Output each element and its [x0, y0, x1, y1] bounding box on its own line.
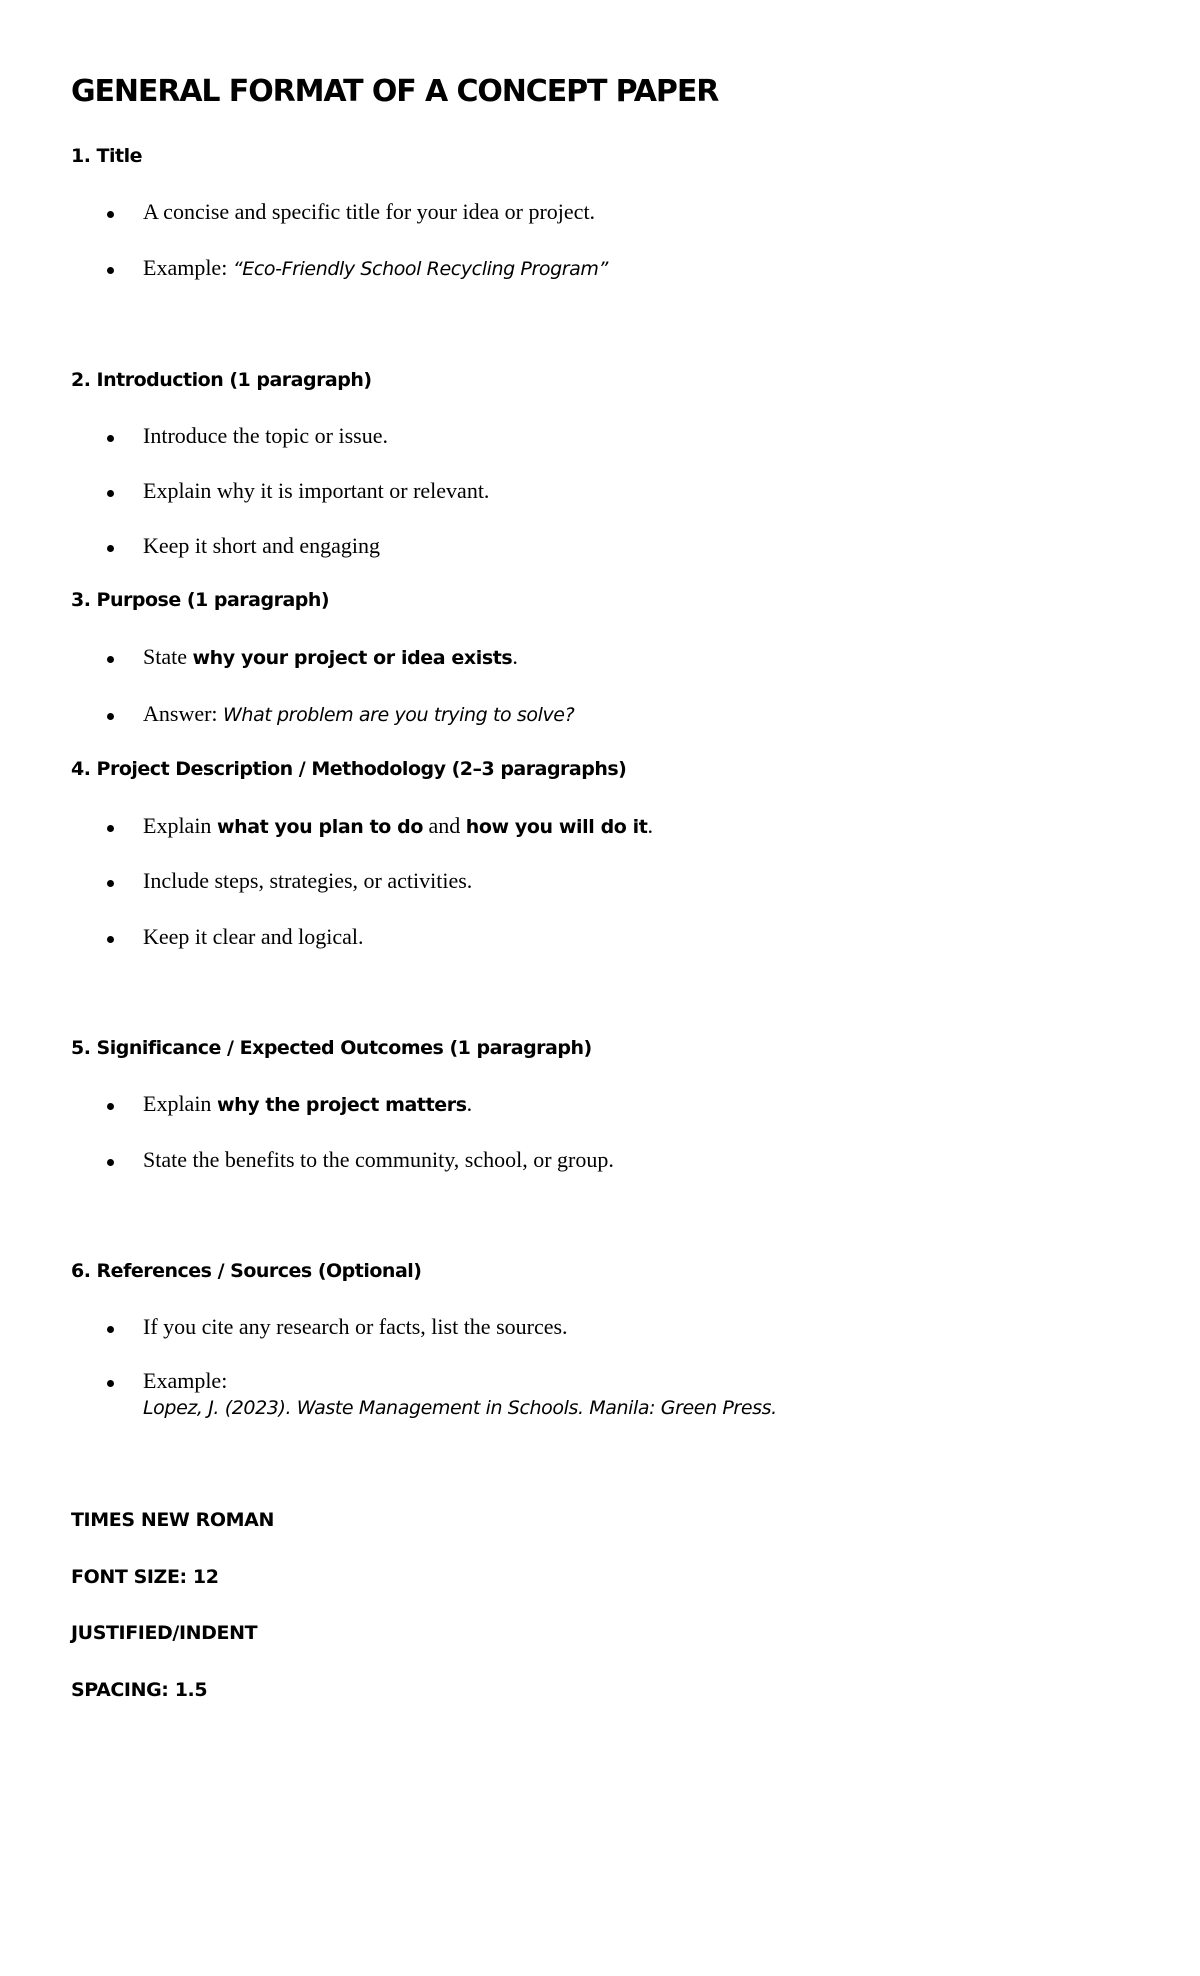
list-item: Keep it short and engaging [143, 533, 381, 558]
list-item: Example: “Eco-Friendly School Recycling Program” [143, 255, 608, 280]
section-heading-significance: 5. Significance / Expected Outcomes (1 paragraph) [71, 1037, 592, 1059]
list-item: Example: Lopez, J. (2023). Waste Management in Schools. Manila: Green Press. [143, 1368, 777, 1419]
list-item: State the benefits to the community, school, or group. [143, 1147, 614, 1172]
section-heading-title: 1. Title [71, 145, 143, 167]
example-title: “Eco-Friendly School Recycling Program” [232, 258, 608, 280]
spec-font: TIMES NEW ROMAN [71, 1509, 274, 1531]
list-item: State why your project or idea exists. [143, 644, 518, 669]
list-item: Answer: What problem are you trying to solve? [143, 701, 575, 726]
list-item: Explain what you plan to do and how you will do it. [143, 813, 653, 838]
list-item: A concise and specific title for your idea or project. [143, 199, 596, 224]
list-item: Introduce the topic or issue. [143, 423, 388, 448]
list-item: If you cite any research or facts, list the sources. [143, 1314, 568, 1339]
section-heading-references: 6. References / Sources (Optional) [71, 1260, 422, 1282]
spec-font-size: FONT SIZE: 12 [71, 1566, 219, 1588]
list-item: Keep it clear and logical. [143, 924, 364, 949]
reference-example: Lopez, J. (2023). Waste Management in Schools. Manila: Green Press. [143, 1397, 777, 1419]
section-heading-purpose: 3. Purpose (1 paragraph) [71, 589, 330, 611]
section-heading-description: 4. Project Description / Methodology (2–3 paragraphs) [71, 758, 627, 780]
spec-alignment: JUSTIFIED/INDENT [71, 1622, 258, 1644]
spec-spacing: SPACING: 1.5 [71, 1679, 208, 1701]
list-item: Include steps, strategies, or activities. [143, 868, 473, 893]
list-item: Explain why it is important or relevant. [143, 478, 490, 503]
list-item: Explain why the project matters. [143, 1091, 473, 1116]
page-title: GENERAL FORMAT OF A CONCEPT PAPER [71, 74, 719, 109]
section-heading-introduction: 2. Introduction (1 paragraph) [71, 369, 372, 391]
